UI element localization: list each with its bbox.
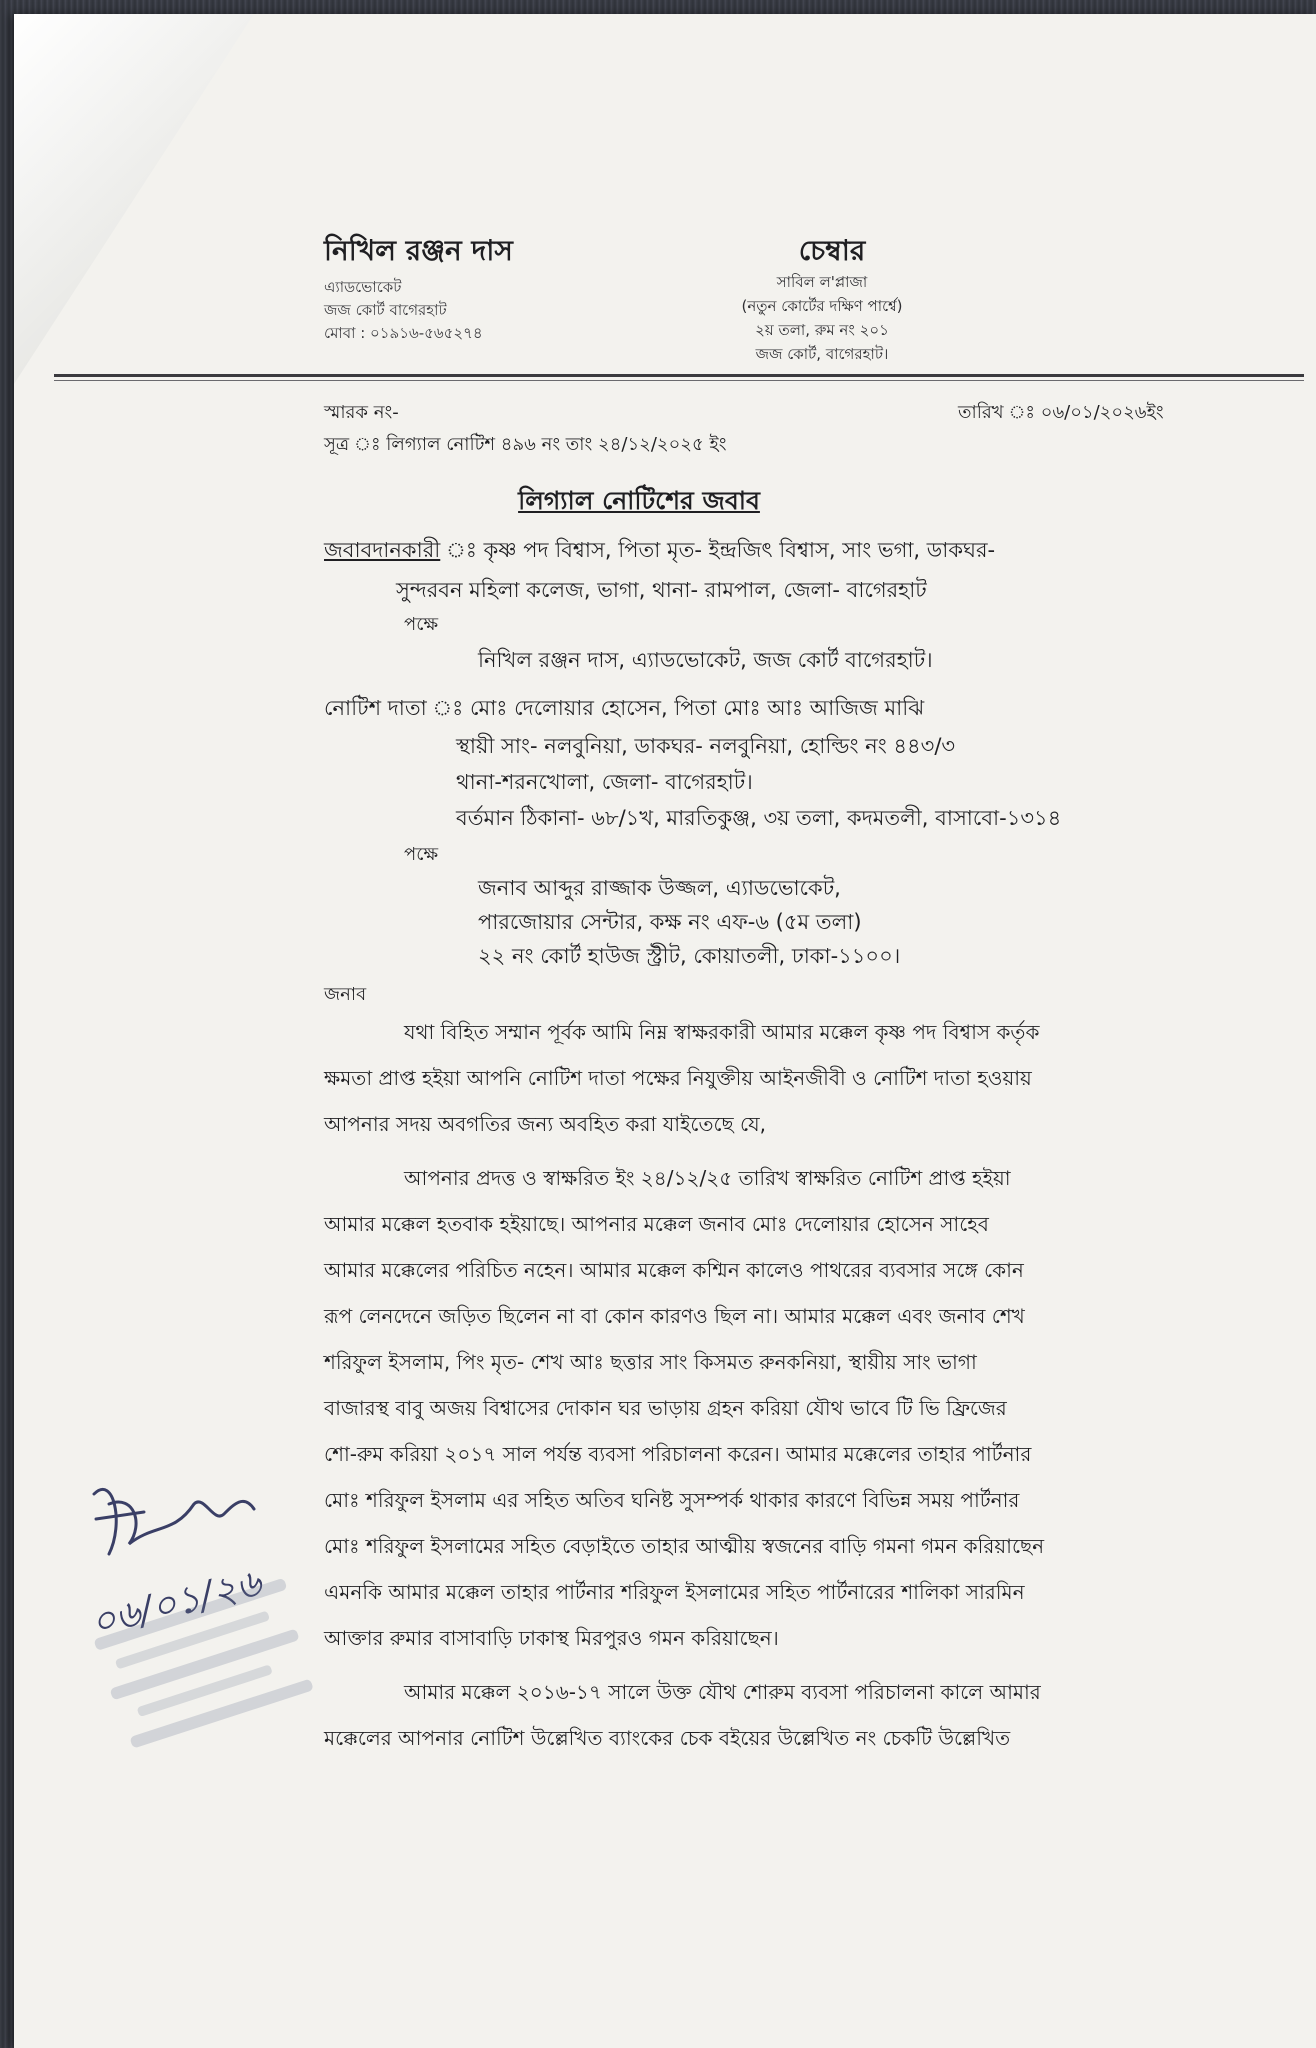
- body-line-6: আমার মক্কেলের পরিচিত নহেন। আমার মক্কেল কশ্মিন কালেও পাথরের ব্যবসার সঙ্গে কোন: [324, 1258, 1024, 1282]
- body-line-5: আমার মক্কেল হতবাক হইয়াছে। আপনার মক্কেল জনাব মোঃ দেলোয়ার হোসেন সাহেব: [324, 1212, 989, 1236]
- body-line-10: শো-রুম করিয়া ২০১৭ সাল পর্যন্ত ব্যবসা পরিচালনা করেন। আমার মক্কেলের তাহার পার্টনার: [324, 1442, 1032, 1466]
- handwritten-date: ০৬/০১/২৬: [86, 1560, 266, 1645]
- advocate-name: নিখিল রঞ্জন দাস: [324, 234, 513, 267]
- respondent-label: জবাবদানকারী: [324, 538, 441, 562]
- body-line-12: মোঃ শরিফুল ইসলামের সহিত বেড়াইতে তাহার আত্মীয় স্বজনের বাড়ি গমনা গমন করিয়াছেন: [324, 1534, 1045, 1558]
- body-line-3: আপনার সদয় অবগতির জন্য অবহিত করা যাইতেছে যে,: [324, 1112, 766, 1136]
- opposing-advocate-line1: জনাব আব্দুর রাজ্জাক উজ্জল, এ্যাডভোকেট,: [478, 876, 841, 900]
- chamber-building: সাবিল ল'প্লাজা: [776, 273, 868, 291]
- advocate-court: জজ কোর্ট বাগেরহাট: [324, 301, 447, 319]
- respondent-line2: সুন্দরবন মহিলা কলেজ, ভাগা, থানা- রামপাল, জেলা- বাগেরহাট: [396, 578, 927, 602]
- body-line-13: এমনকি আমার মক্কেল তাহার পার্টনার শরিফুল ইসলামের সহিত পার্টনারের শালিকা সারমিন: [324, 1580, 1025, 1604]
- memo-number: স্মারক নং-: [324, 402, 399, 423]
- body-line-11: মোঃ শরিফুল ইসলাম এর সহিত অতিব ঘনিষ্ট সুসম্পর্ক থাকার কারণে বিভিন্ন সময় পার্টনার: [324, 1488, 1020, 1512]
- salutation: জনাব: [324, 984, 367, 1005]
- chamber-title: চেম্বার: [798, 234, 866, 267]
- respondent-pokkhe: পক্ষে: [404, 614, 439, 635]
- body-line-16: মক্কেলের আপনার নোটিশ উল্লেখিত ব্যাংকের চেক বইয়ের উল্লেখিত নং চেকটি উল্লেখিত: [324, 1726, 1011, 1750]
- notice-giver-line1: নোটিশ দাতা ঃ মোঃ দেলোয়ার হোসেন, পিতা মোঃ আঃ আজিজ মাঝি: [324, 696, 925, 720]
- body-line-15: আমার মক্কেল ২০১৬-১৭ সালে উক্ত যৌথ শোরুম ব্যবসা পরিচালনা কালে আমার: [404, 1680, 1041, 1704]
- advocate-designation: এ্যাডভোকেট: [324, 278, 402, 296]
- notice-giver-line3: থানা-শরনখোলা, জেলা- বাগেরহাট।: [456, 770, 753, 794]
- respondent-details: কৃষ্ণ পদ বিশ্বাস, পিতা মৃত- ইন্দ্রজিৎ বিশ্বাস, সাং ভগা, ডাকঘর-: [483, 538, 996, 562]
- chamber-location-note: (নতুন কোর্টের দক্ষিণ পার্শ্বে): [741, 297, 903, 315]
- opposing-advocate-line3: ২২ নং কোর্ট হাউজ স্ট্রীট, কোয়াতলী, ঢাকা-১১০০।: [478, 944, 901, 968]
- reference-source: সূত্র ঃ লিগ্যাল নোটিশ ৪৯৬ নং তাং ২৪/১২/২০২৫ ইং: [324, 434, 727, 455]
- body-line-2: ক্ষমতা প্রাপ্ত হইয়া আপনি নোটিশ দাতা পক্ষের নিযুক্তীয় আইনজীবী ও নোটিশ দাতা হওয়ায়: [324, 1066, 1032, 1090]
- body-line-14: আক্তার রুমার বাসাবাড়ি ঢাকাস্থ মিরপুরও গমন করিয়াছেন।: [324, 1626, 779, 1650]
- folded-corner: [14, 14, 254, 384]
- opposing-advocate-line2: পারজোয়ার সেন্টার, কক্ষ নং এফ-৬ (৫ম তলা): [478, 910, 862, 934]
- body-line-7: রূপ লেনদেনে জড়িত ছিলেন না বা কোন কারণও ছিল না। আমার মক্কেল এবং জনাব শেখ: [324, 1304, 1025, 1328]
- letterhead-rule: [54, 374, 1304, 377]
- letterhead-rule-thin: [54, 380, 1304, 381]
- advocate-mobile: মোবা : ০১৯১৬-৫৬৫২৭৪: [324, 324, 483, 342]
- body-line-8: শরিফুল ইসলাম, পিং মৃত- শেখ আঃ ছত্তার সাং কিসমত রুনকনিয়া, স্থায়ীয় সাং ভাগা: [324, 1350, 977, 1374]
- respondent-advocate: নিখিল রঞ্জন দাস, এ্যাডভোকেট, জজ কোর্ট বাগেরহাট।: [478, 648, 933, 672]
- respondent-line1: [324, 534, 995, 569]
- body-line-4: আপনার প্রদত্ত ও স্বাক্ষরিত ইং ২৪/১২/২৫ তারিখ স্বাক্ষরিত নোটিশ প্রাপ্ত হইয়া: [404, 1166, 1011, 1190]
- chamber-court: জজ কোর্ট, বাগেরহাট।: [755, 345, 889, 363]
- notice-giver-line2: স্থায়ী সাং- নলবুনিয়া, ডাকঘর- নলবুনিয়া, হোল্ডিং নং ৪৪৩/৩: [456, 734, 956, 758]
- body-line-9: বাজারস্থ বাবু অজয় বিশ্বাসের দোকান ঘর ভাড়ায় গ্রহন করিয়া যৌথ ভাবে টি ভি ফ্রিজের: [324, 1396, 1007, 1420]
- body-line-1: যথা বিহিত সম্মান পূর্বক আমি নিম্ন স্বাক্ষরকারী আমার মক্কেল কৃষ্ণ পদ বিশ্বাস কর্তৃক: [404, 1020, 1040, 1044]
- letter-date: তারিখ ঃ ০৬/০১/২০২৬ইং: [958, 402, 1164, 423]
- chamber-floor-room: ২য় তলা, রুম নং ২০১: [755, 321, 889, 339]
- notice-giver-line4: বর্তমান ঠিকানা- ৬৮/১খ, মারতিকুঞ্জ, ৩য় তলা, কদমতলী, বাসাবো-১৩১৪: [456, 806, 1062, 830]
- notice-giver-pokkhe: পক্ষে: [404, 844, 439, 865]
- document-heading: লিগ্যাল নোটিশের জবাব: [518, 486, 760, 515]
- document-page: [14, 14, 1316, 2048]
- respondent-separator: ঃ: [440, 538, 484, 562]
